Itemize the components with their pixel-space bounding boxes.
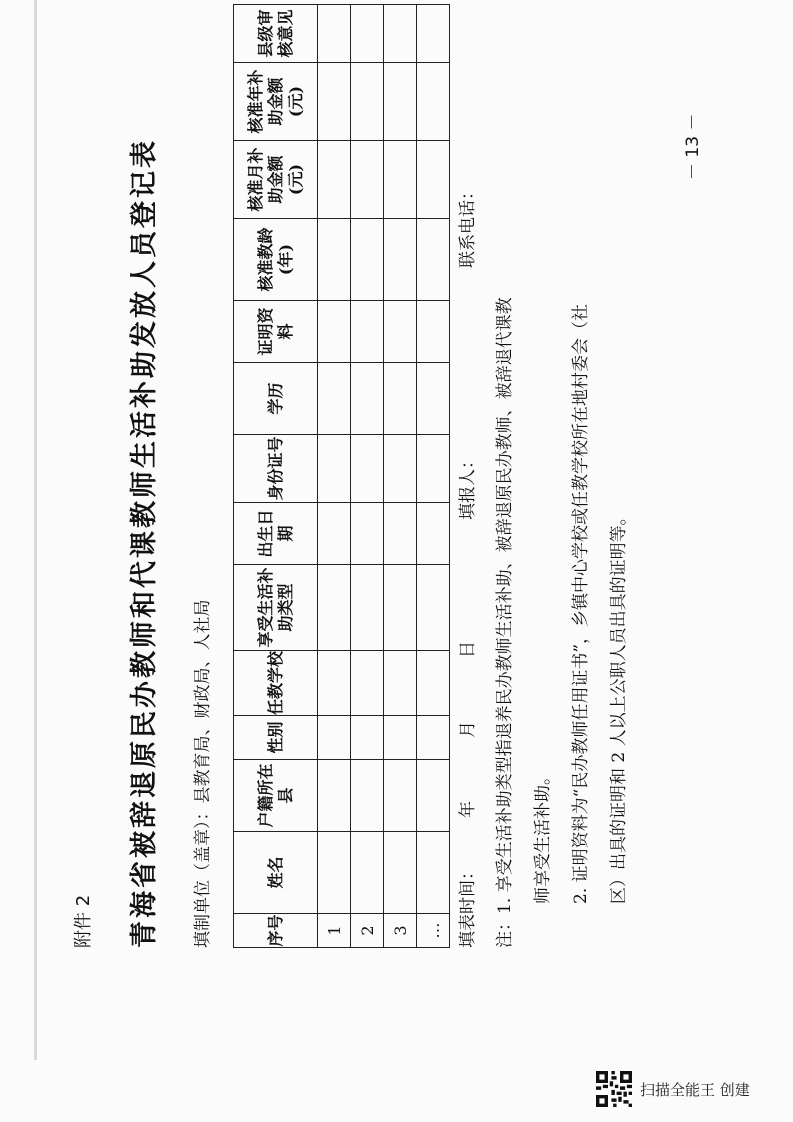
table-row xyxy=(384,5,417,948)
col-header-name: 姓名 xyxy=(234,832,318,914)
col-header-education: 学历 xyxy=(234,363,318,435)
col-header-index: 序号 xyxy=(234,914,318,948)
notes-block xyxy=(486,68,638,948)
table-header-row xyxy=(234,5,318,948)
note-2-line-1: 2. 证明资料为“民办教师任用证书”，乡镇中心学校或任教学校所在地村委会（社 xyxy=(571,303,591,904)
note-1-line-1: 注：1. 享受生活补助类型指退养民办教师生活补助、被辞退原民办教师、被辞退代课教 xyxy=(495,297,515,948)
col-header-proof-documents: 证明资料 xyxy=(234,301,318,363)
col-header-monthly-amount: 核准月补助金额(元) xyxy=(234,141,318,219)
table-row xyxy=(318,5,351,948)
col-header-county-review: 县级审核意见 xyxy=(234,5,318,63)
qr-code-icon xyxy=(596,1071,632,1107)
col-header-household-county: 户籍所在县 xyxy=(234,760,318,832)
compiler-value: 县教育局、财政局、人社局 xyxy=(193,599,213,804)
col-header-teaching-years: 核准教龄(年) xyxy=(234,219,318,301)
registry-table xyxy=(233,4,450,948)
compiler-label: 填制单位（盖章）： xyxy=(193,803,213,948)
note-1-line-2: 师享受生活补助。 xyxy=(533,768,553,904)
row-index: 3 xyxy=(384,914,417,948)
compiler-line xyxy=(188,600,213,949)
attachment-label: 附件 2 xyxy=(73,894,94,948)
col-header-teaching-school: 任教学校 xyxy=(234,651,318,716)
page-title: 青海省被辞退原民办教师和代课教师生活补助发放人员登记表 xyxy=(129,138,160,948)
fill-date-day: 日 xyxy=(458,641,478,658)
scan-edge-shadow xyxy=(34,0,37,1060)
table-row xyxy=(417,5,450,948)
fill-date-label: 填表时间： xyxy=(458,863,478,948)
fill-date-month: 月 xyxy=(458,721,478,738)
fill-date-year: 年 xyxy=(458,801,478,818)
footer-line xyxy=(453,68,477,948)
rotated-landscape-page xyxy=(38,0,738,1000)
row-index: 1 xyxy=(318,914,351,948)
page-number: － 13 － xyxy=(683,113,703,180)
row-index: 2 xyxy=(351,914,384,948)
col-header-annual-amount: 核准年补助金额(元) xyxy=(234,63,318,141)
scanner-watermark-text: 扫描全能王 创建 xyxy=(640,1080,750,1099)
note-2-line-2: 区）出具的证明和 2 人以上公职人员出具的证明等。 xyxy=(609,508,629,904)
scanner-watermark xyxy=(596,1070,750,1108)
table-row xyxy=(351,5,384,948)
filler-label: 填报人： xyxy=(458,452,478,520)
col-header-gender: 性别 xyxy=(234,716,318,760)
notes-lead: 注： xyxy=(495,914,515,948)
col-header-id-number: 身份证号 xyxy=(234,435,318,503)
row-index: … xyxy=(417,914,450,948)
phone-label: 联系电话： xyxy=(458,183,478,268)
col-header-subsidy-type: 享受生活补助类型 xyxy=(234,565,318,651)
col-header-birth-date: 出生日期 xyxy=(234,503,318,565)
